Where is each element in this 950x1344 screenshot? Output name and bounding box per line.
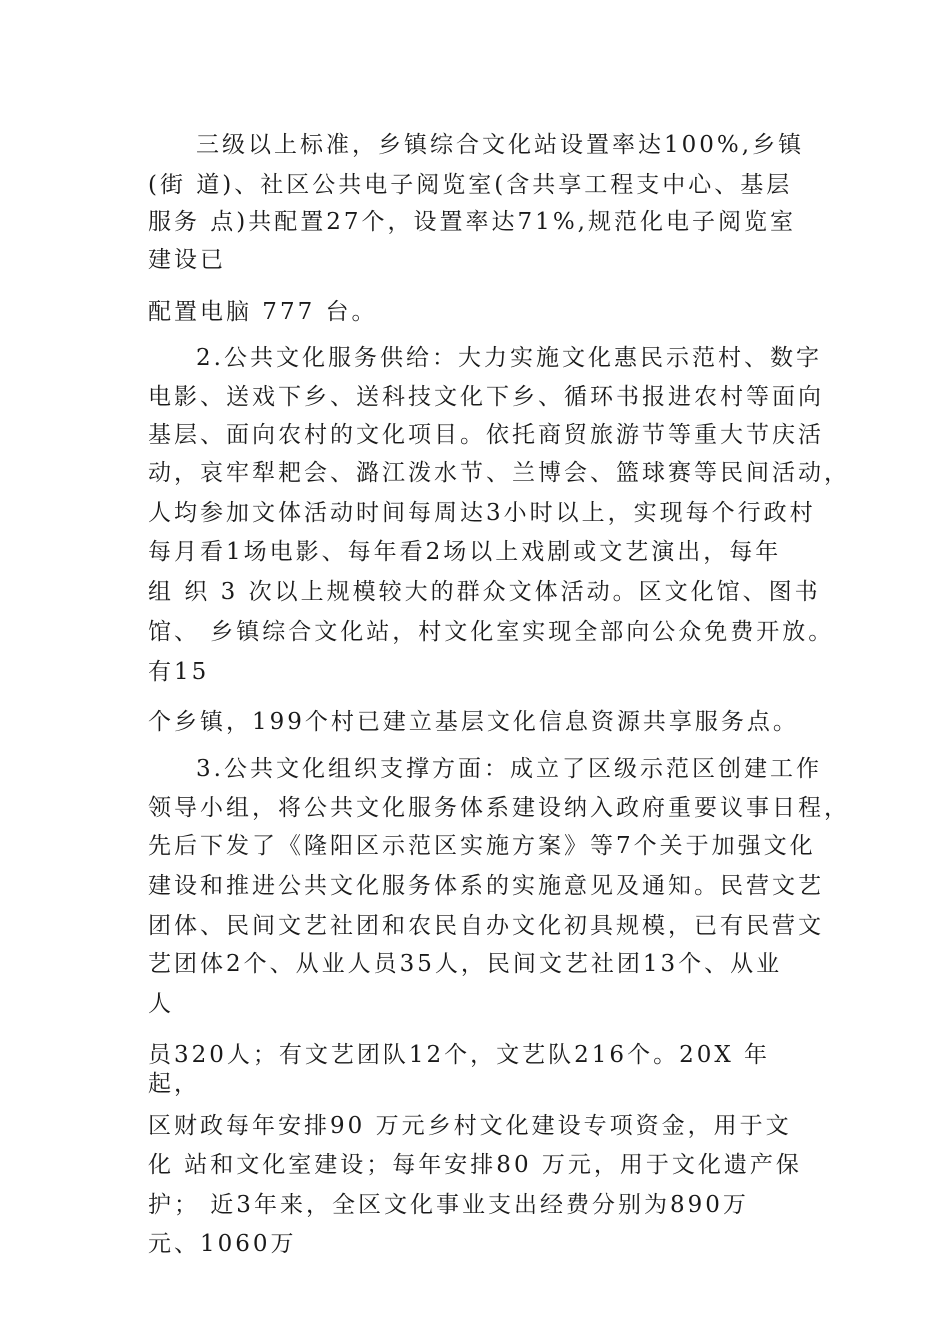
text-line: 护； 近3年来，全区文化事业支出经费分别为890万 (148, 1192, 749, 1218)
text-line: 个乡镇，199个村已建立基层文化信息资源共享服务点。 (148, 709, 799, 735)
text-line: 动，哀牢犁耙会、潞江泼水节、兰博会、篮球赛等民间活动， (148, 460, 850, 486)
text-line: 2.公共文化服务供给：大力实施文化惠民示范村、数字 (196, 345, 822, 371)
text-line: 电影、送戏下乡、送科技文化下乡、循环书报进农村等面向 (148, 384, 824, 410)
text-line: 人 (148, 991, 174, 1017)
text-line: 先后下发了《隆阳区示范区实施方案》等7个关于加强文化 (148, 833, 816, 859)
text-line: 领导小组，将公共文化服务体系建设纳入政府重要议事日程， (148, 795, 850, 821)
text-line: 3.公共文化组织支撑方面：成立了区级示范区创建工作 (196, 756, 822, 782)
text-line: 三级以上标准，乡镇综合文化站设置率达100%,乡镇 (196, 132, 805, 158)
text-line: 建设和推进公共文化服务体系的实施意见及通知。民营文艺 (148, 873, 824, 899)
text-line: 起， (148, 1071, 200, 1097)
text-line: 每月看1场电影、每年看2场以上戏剧或文艺演出，每年 (148, 539, 782, 565)
text-line: 馆、 乡镇综合文化站，村文化室实现全部向公众免费开放。 (148, 619, 835, 645)
text-line: 组 织 3 次以上规模较大的群众文体活动。区文化馆、图书 (148, 579, 821, 605)
text-line: 艺团体2个、从业人员35人，民间文艺社团13个、从业 (148, 951, 783, 977)
text-line: 元、1060万 (148, 1231, 297, 1257)
text-line: 有15 (148, 659, 210, 685)
text-line: 人均参加文体活动时间每周达3小时以上，实现每个行政村 (148, 500, 816, 526)
text-line: 员320人；有文艺团队12个，文艺队216个。20X 年 (148, 1042, 771, 1068)
text-line: 基层、面向农村的文化项目。依托商贸旅游节等重大节庆活 (148, 422, 824, 448)
text-line: 配置电脑 777 台。 (148, 299, 378, 325)
text-line: 化 站和文化室建设；每年安排80 万元，用于文化遗产保 (148, 1152, 802, 1178)
text-line: 团体、民间文艺社团和农民自办文化初具规模，已有民营文 (148, 913, 824, 939)
text-line: 建设已 (148, 247, 226, 273)
text-line: (街 道)、社区公共电子阅览室(含共享工程支中心、基层 (148, 172, 793, 198)
text-line: 服务 点)共配置27个，设置率达71%,规范化电子阅览室 (148, 209, 796, 235)
text-line: 区财政每年安排90 万元乡村文化建设专项资金，用于文 (148, 1113, 792, 1139)
